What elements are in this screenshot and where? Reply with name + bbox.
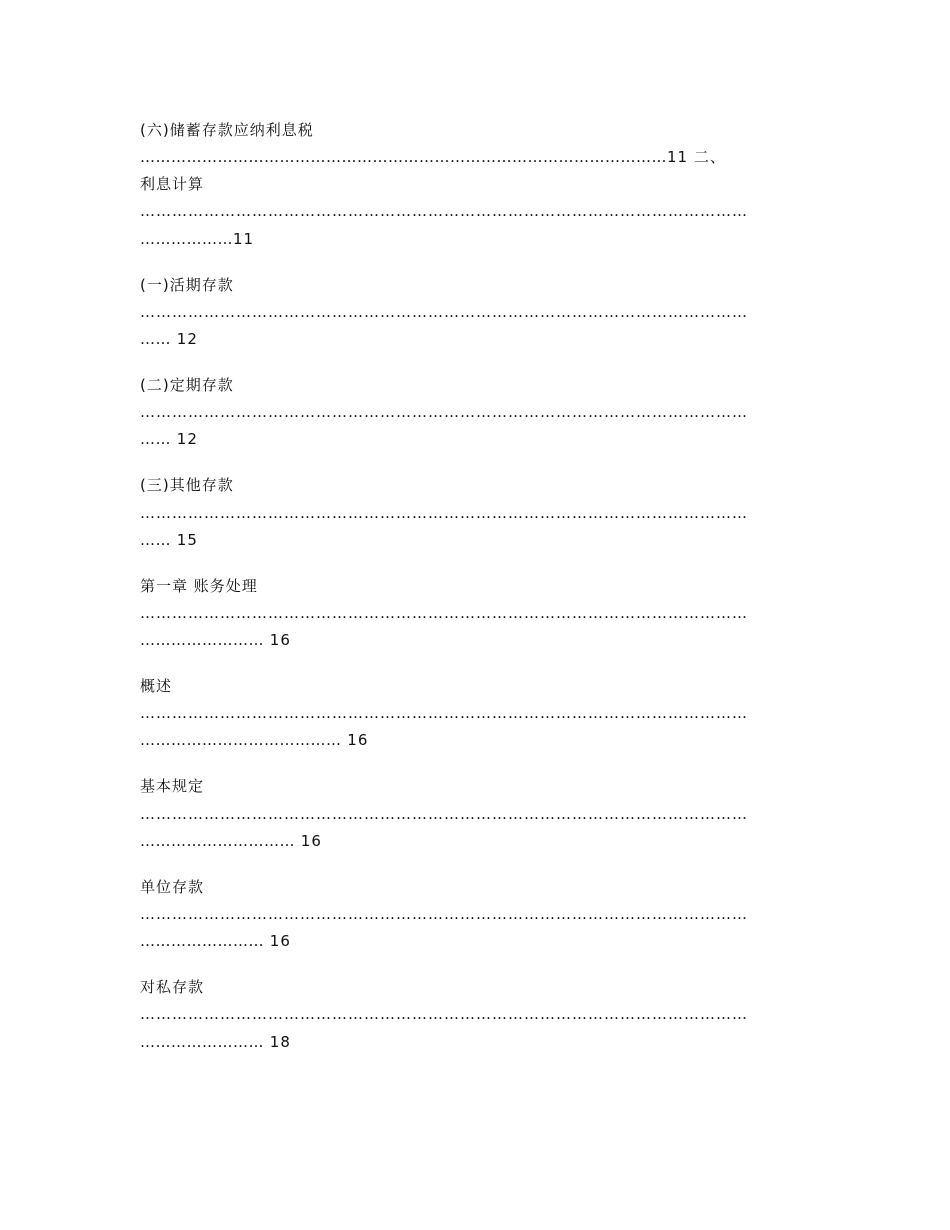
toc-leader: …………………… bbox=[140, 932, 264, 950]
toc-entry-title: (六)储蓄存款应纳利息税 bbox=[140, 121, 314, 139]
toc-leader: …………………………………………………………………………………………………… bbox=[140, 403, 748, 421]
toc-leader: …………………………………………………………………………………………………… bbox=[140, 202, 748, 220]
toc-leader: ………………………………………………………………………………………… bbox=[140, 148, 667, 166]
toc-leader: …………………………………………………………………………………………………… bbox=[140, 1005, 748, 1023]
toc-entry-title: (二)定期存款 bbox=[140, 376, 234, 394]
toc-entry-tail-line bbox=[140, 1033, 820, 1051]
toc-page-number: 16 bbox=[269, 932, 291, 950]
toc-entry-tail-line bbox=[140, 430, 820, 448]
toc-page-number: 16 bbox=[300, 832, 322, 850]
toc-leader: …………………………………………………………………………………………………… bbox=[140, 905, 748, 923]
toc-entry-leader-line bbox=[140, 148, 820, 166]
toc-leader: …………………………………………………………………………………………………… bbox=[140, 303, 748, 321]
toc-leader: …………………… bbox=[140, 631, 264, 649]
toc-entry-tail-line bbox=[140, 932, 820, 950]
toc-page-number: 12 bbox=[176, 330, 198, 348]
toc-entry-title: (三)其他存款 bbox=[140, 476, 234, 494]
toc-page-number: 16 bbox=[347, 731, 369, 749]
toc-page-number: 12 bbox=[176, 430, 198, 448]
toc-entry-tail-line bbox=[140, 230, 820, 248]
toc-page-number: 16 bbox=[269, 631, 291, 649]
toc-page-number: 11 二、 bbox=[667, 148, 726, 166]
toc-leader: …… bbox=[140, 531, 171, 549]
toc-entry-title: 对私存款 bbox=[140, 978, 205, 996]
toc-leader: …………………………………………………………………………………………………… bbox=[140, 504, 748, 522]
toc-leader: …………………………………………………………………………………………………… bbox=[140, 805, 748, 823]
toc-page-number: 11 bbox=[233, 230, 255, 248]
toc-entry-tail-line bbox=[140, 531, 820, 549]
toc-entry-title: (一)活期存款 bbox=[140, 276, 234, 294]
toc-page-number: 15 bbox=[176, 531, 198, 549]
toc-entry-tail-line bbox=[140, 631, 820, 649]
toc-entry-tail-line bbox=[140, 832, 820, 850]
toc-page-number: 18 bbox=[269, 1033, 291, 1051]
toc-leader: ……………… bbox=[140, 230, 233, 248]
toc-leader: …………………………………………………………………………………………………… bbox=[140, 704, 748, 722]
toc-leader: ………………………………… bbox=[140, 731, 342, 749]
toc-leader: ………………………… bbox=[140, 832, 295, 850]
toc-entry-title: 第一章 账务处理 bbox=[140, 577, 258, 595]
toc-leader: …… bbox=[140, 330, 171, 348]
toc-leader: …………………… bbox=[140, 1033, 264, 1051]
toc-entry-tail-line bbox=[140, 330, 820, 348]
toc-leader: …… bbox=[140, 430, 171, 448]
toc-leader: …………………………………………………………………………………………………… bbox=[140, 604, 748, 622]
toc-entry-title: 概述 bbox=[140, 677, 173, 695]
toc-entry-title: 基本规定 bbox=[140, 777, 205, 795]
toc-entry-title: 利息计算 bbox=[140, 175, 205, 193]
toc-entry-tail-line bbox=[140, 731, 820, 749]
toc-entry-title: 单位存款 bbox=[140, 878, 205, 896]
